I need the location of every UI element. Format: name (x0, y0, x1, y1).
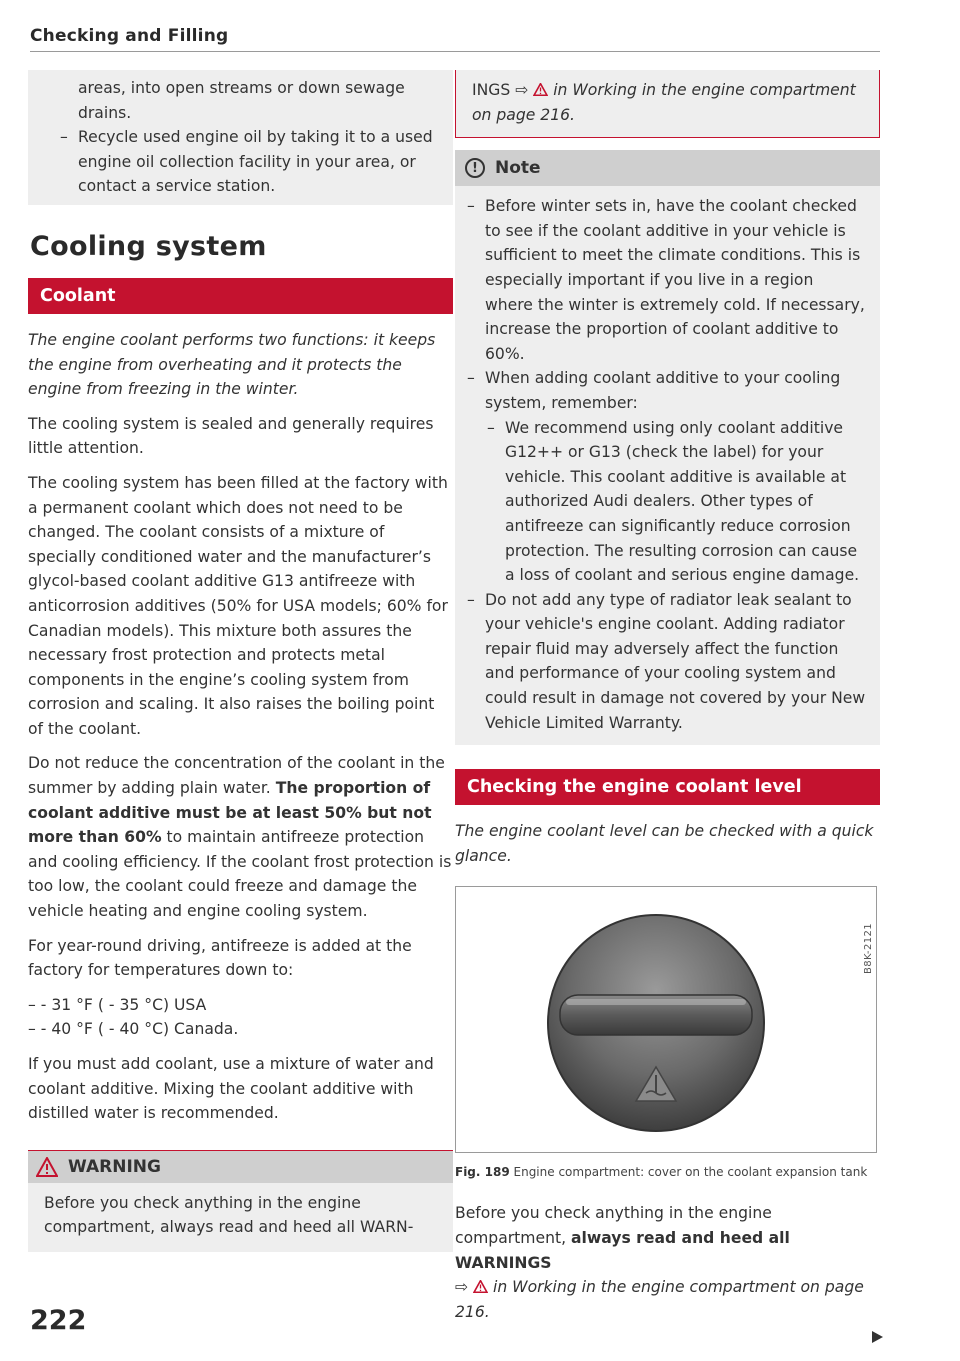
list-item: – Do not add any type of radiator leak sealant to your vehicle's engine coolant. Adding radiator repair fluid may adversely affect the function and performance of your cooling system and could result in damage not covered by your New Vehicle Limited Warranty. (465, 588, 866, 736)
reference-text: in Working in the engine compartment on page 216. (455, 1278, 864, 1321)
list-item: – Before winter sets in, have the coolant checked to see if the coolant additive in your vehicle is sufficient to meet the climate conditions. This is especially important if you live in a region where the winter is extremely cold. If necessary, increase the proportion of coolant additive to 60%. (465, 194, 866, 366)
intro-text: The engine coolant level can be checked with a quick glance. (455, 822, 874, 865)
subsection-title-coolant: Coolant (28, 278, 453, 314)
list-item: – Recycle used engine oil by taking it to a used engine oil collection facility in your area, or contact a service station. (58, 125, 449, 199)
exclamation-circle-icon: ! (465, 158, 485, 178)
section-title: Cooling system (30, 230, 267, 262)
paragraph: For year-round driving, antifreeze is added at the factory for temperatures down to: (28, 936, 412, 980)
note-list (465, 194, 866, 735)
intro-text: The engine coolant performs two functions: it keeps the engine from overheating and it protects the engine from freezing in the winter. (28, 330, 436, 399)
list-item: – - 31 °F ( - 35 °C) USA (28, 995, 207, 1014)
bold-text: The proportion of coolant additive must be at least 50% but not more than 60% (28, 779, 432, 847)
subsection-title-coolant-level: Checking the engine coolant level (455, 769, 880, 805)
warning-continued-text (472, 78, 863, 127)
note-title-text: Note (495, 158, 541, 179)
paragraph: The cooling system is sealed and generally requires little attention. (28, 414, 434, 458)
paragraph-text: Do not reduce the concentration of the coolant in the summer by adding plain water. (28, 754, 445, 798)
warning-triangle-icon (36, 1157, 58, 1177)
paragraph (455, 1201, 880, 1324)
paragraph (28, 751, 453, 923)
warning-triangle-icon (473, 1280, 488, 1293)
figure-caption (455, 1163, 880, 1181)
paragraph-text: to maintain antifreeze protection and cooling efficiency. If the coolant frost protection is too low, the coolant could freeze and damage the vehicle heating and engine cooling system. (28, 828, 452, 921)
paragraph-text: Before you check anything in the engine compartment, (455, 1204, 772, 1248)
figure-coolant-cap (455, 886, 877, 1153)
continued-list (58, 125, 449, 199)
coolant-cap-illustration (456, 887, 876, 1152)
figure-number: Fig. 189 (455, 1165, 510, 1180)
left-column (28, 70, 453, 1252)
warning-box (28, 1150, 453, 1252)
warning-title-text: WARNING (68, 1156, 161, 1177)
list-item-text: When adding coolant additive to your cooling system, remember: (485, 369, 841, 412)
warning-continued-lead: INGS ⇨ (472, 81, 534, 99)
bold-text: always read and heed all WARNINGS (455, 1229, 790, 1272)
temperature-list (28, 993, 453, 1042)
note-sublist (485, 416, 866, 588)
list-item: – - 40 °F ( - 40 °C) Canada. (28, 1020, 239, 1039)
header-rule (30, 51, 880, 52)
continue-arrow-icon (870, 1330, 884, 1344)
continued-box (28, 70, 453, 205)
page-number: 222 (30, 1305, 87, 1336)
warning-triangle-icon (533, 83, 548, 96)
paragraph: The cooling system has been filled at the factory with a permanent coolant which does not need to be changed. The coolant consists of a mixture of specially conditioned water and the manufacturer’s glycol-based coolant additive G13 antifreeze with anticorrosion additives (50% for USA models; 60% for Canadian models). This mixture both assures the necessary frost protection and protects metal components in the engine’s cooling system from corrosion and scaling. It also raises the boiling point of the coolant. (28, 473, 448, 738)
list-item (465, 366, 866, 587)
warning-continued-ref: in Working in the engine compartment on page 216. (472, 81, 856, 124)
warning-continued-box (455, 70, 880, 138)
figure-code: B8K-2121 (863, 923, 874, 975)
warning-title (28, 1151, 453, 1183)
figure-caption-text: Engine compartment: cover on the coolant expansion tank (509, 1165, 868, 1180)
warning-text: Before you check anything in the engine compartment, always read and heed all WARN- (44, 1193, 414, 1237)
page-header-title: Checking and Filling (30, 26, 229, 46)
right-column (455, 70, 880, 1324)
arrow-text: ⇨ (455, 1278, 474, 1297)
warning-body (28, 1183, 453, 1252)
note-body (455, 186, 880, 745)
list-item: – We recommend using only coolant additive G12++ or G13 (check the label) for your vehicle. This coolant additive is available at authorized Audi dealers. Other types of antifreeze can significantly reduce corrosion protection. The resulting corrosion can cause a loss of coolant and serious engine damage. (485, 416, 866, 588)
paragraph: If you must add coolant, use a mixture of water and coolant additive. Mixing the coolant additive with distilled water is recommended. (28, 1055, 434, 1123)
continued-text: areas, into open streams or down sewage drains. (78, 79, 405, 122)
note-title (455, 150, 880, 186)
